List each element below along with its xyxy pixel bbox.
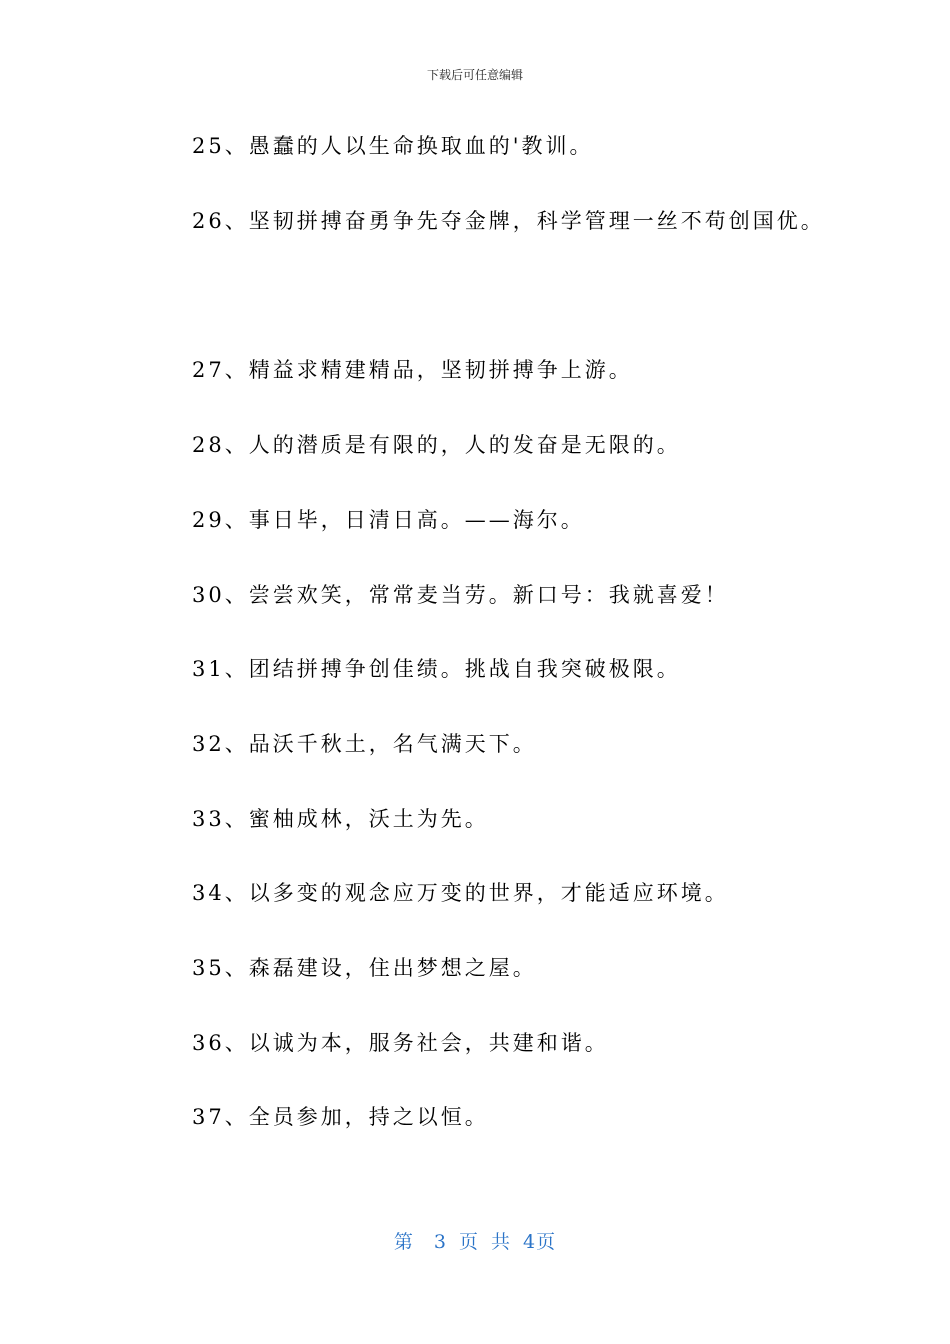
- footer-total-word: 共: [491, 1231, 512, 1253]
- list-item: 28、人的潜质是有限的，人的发奋是无限的。: [192, 433, 681, 457]
- list-item: 26、坚韧拼搏奋勇争先夺金牌，科学管理一丝不苟创国优。: [192, 209, 825, 233]
- footer-prefix: 第: [393, 1231, 414, 1253]
- list-item: 36、以诚为本，服务社会，共建和谐。: [192, 1031, 609, 1055]
- list-item: 31、团结拼搏争创佳绩。挑战自我突破极限。: [192, 657, 681, 681]
- list-item: 27、精益求精建精品，坚韧拼搏争上游。: [192, 358, 633, 382]
- list-item: 33、蜜柚成林，沃土为先。: [192, 807, 489, 831]
- page-footer: [0, 1227, 950, 1254]
- list-item: 25、愚蠢的人以生命换取血的'教训。: [192, 134, 594, 158]
- footer-page-word: 页: [458, 1231, 479, 1253]
- list-item: 37、全员参加，持之以恒。: [192, 1105, 489, 1129]
- list-item: 30、尝尝欢笑，常常麦当劳。新口号：我就喜爱！: [192, 583, 729, 607]
- footer-current-page: 3: [433, 1231, 447, 1253]
- page-header: 下载后可任意编辑: [426, 68, 523, 82]
- list-item: 35、森磊建设，住出梦想之屋。: [192, 956, 537, 980]
- list-item: 29、事日毕，日清日高。——海尔。: [192, 508, 585, 532]
- list-item: 34、以多变的观念应万变的世界，才能适应环境。: [192, 881, 729, 905]
- list-item: 32、品沃千秋土，名气满天下。: [192, 732, 537, 756]
- footer-total-pages: 4页: [523, 1231, 557, 1253]
